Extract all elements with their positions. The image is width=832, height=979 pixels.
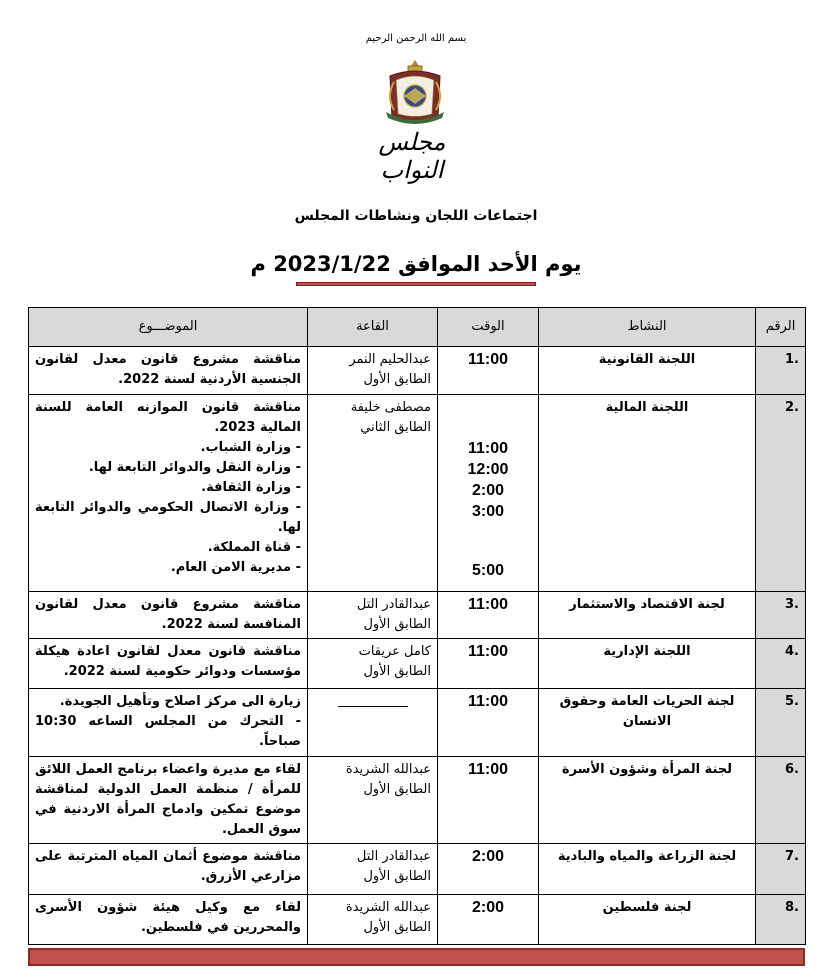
time-item xyxy=(444,523,532,561)
table-row xyxy=(29,895,806,945)
time-item: 3:00 xyxy=(471,503,505,520)
row-num: .8 xyxy=(756,895,806,945)
date-underline xyxy=(296,282,536,286)
row-time: 11:00 xyxy=(438,689,539,757)
time-item: 5:00 xyxy=(471,562,505,579)
list-item: - وزارة النقل والدوائر التابعة لها. xyxy=(88,460,301,475)
header-activity: النشاط xyxy=(539,308,756,347)
row-hall xyxy=(308,895,438,945)
table-row xyxy=(29,757,806,844)
row-activity: لجنة فلسطين xyxy=(539,895,756,945)
row-time: 11:00 xyxy=(438,347,539,395)
hall-floor: الطابق الأول xyxy=(363,782,431,797)
row-time: 11:00 xyxy=(438,592,539,639)
council-name: مجلس النواب xyxy=(378,128,446,184)
header-hall: القاعة xyxy=(308,308,438,347)
table-header-row xyxy=(29,308,806,347)
list-item: - وزارة الاتصال الحكومي والدوائر التابعة لها. xyxy=(35,500,301,535)
row-activity: لجنة الاقتصاد والاستثمار xyxy=(539,592,756,639)
table-row xyxy=(29,395,806,592)
table-row xyxy=(29,347,806,395)
hall-floor: الطابق الأول xyxy=(363,372,431,387)
row-hall xyxy=(308,689,438,757)
hall-floor: الطابق الأول xyxy=(363,664,431,679)
schedule-table xyxy=(28,307,806,945)
row-time: 2:00 xyxy=(438,895,539,945)
time-item: 11:00 xyxy=(467,440,509,457)
subject-text: مناقشة قانون الموازنه العامة للسنة المالية 2023. xyxy=(35,400,301,435)
hall-name: عبدالقادر التل xyxy=(356,849,431,864)
row-activity: لجنة الزراعة والمياه والبادية xyxy=(539,844,756,895)
header-time: الوقت xyxy=(438,308,539,347)
row-num: .6 xyxy=(756,757,806,844)
jordan-coat-of-arms-icon xyxy=(380,58,450,126)
row-num: .3 xyxy=(756,592,806,639)
header-num: الرقم xyxy=(756,308,806,347)
row-time: 2:00 xyxy=(438,844,539,895)
hall-name: عبدالله الشريدة xyxy=(345,900,431,915)
table-row xyxy=(29,844,806,895)
row-hall xyxy=(308,639,438,689)
table-row xyxy=(29,639,806,689)
row-subject xyxy=(29,689,308,757)
row-subject xyxy=(29,395,308,592)
list-item: - مديرية الامن العام. xyxy=(170,560,301,575)
hall-floor: الطابق الأول xyxy=(363,920,431,935)
list-item: - قناة المملكة. xyxy=(207,540,301,555)
basmala: بسم الله الرحمن الرحيم xyxy=(365,33,467,44)
hall-floor: الطابق الثاني xyxy=(360,420,431,435)
row-num: .4 xyxy=(756,639,806,689)
row-subject: مناقشة قانون معدل لقانون اعادة هيكلة مؤسسات ودوائر حكومية لسنة 2022. xyxy=(29,639,308,689)
page-title: اجتماعات اللجان ونشاطات المجلس xyxy=(294,208,538,224)
hall-floor: الطابق الأول xyxy=(363,869,431,884)
row-hall xyxy=(308,347,438,395)
row-num: .2 xyxy=(756,395,806,592)
hall-name: عبدالحليم النمر xyxy=(349,352,431,367)
footer-bar xyxy=(28,948,805,966)
row-subject: لقاء مع مديرة واعضاء برنامج العمل اللائق للمرأة / منظمة العمل الدولية لمناقشة موضوع تمكين وادماج المرأة الاردنية في سوق العمل. xyxy=(29,757,308,844)
no-hall-divider xyxy=(338,706,408,707)
hall-floor: الطابق الأول xyxy=(363,617,431,632)
row-subject: مناقشة مشروع قانون معدل لقانون الجنسية الأردنية لسنة 2022. xyxy=(29,347,308,395)
list-item: - وزارة الشباب. xyxy=(200,440,301,455)
subject-points xyxy=(35,438,301,578)
list-item: - وزارة الثقافة. xyxy=(201,480,301,495)
row-hall xyxy=(308,592,438,639)
hall-name: عبدالله الشريدة xyxy=(345,762,431,777)
row-activity: لجنة الحريات العامة وحقوق الانسان xyxy=(539,689,756,757)
row-time: 11:00 xyxy=(438,757,539,844)
row-num: .5 xyxy=(756,689,806,757)
row-num: .1 xyxy=(756,347,806,395)
row-hall xyxy=(308,395,438,592)
row-time xyxy=(438,395,539,592)
row-subject: مناقشة موضوع أثمان المياه المترتبة على مزارعي الأزرق. xyxy=(29,844,308,895)
time-item: 12:00 xyxy=(467,461,509,478)
hall-name: مصطفى خليفة xyxy=(350,400,431,415)
time-item: 2:00 xyxy=(471,482,505,499)
table-row xyxy=(29,689,806,757)
row-subject: لقاء مع وكيل هيئة شؤون الأسرى والمحررين في فلسطين. xyxy=(29,895,308,945)
header-subject: الموضـــوع xyxy=(29,308,308,347)
subject-note: - التحرك من المجلس الساعه 10:30 صباحاً. xyxy=(35,714,301,749)
hall-name: عبدالقادر التل xyxy=(356,597,431,612)
table-row xyxy=(29,592,806,639)
row-time: 11:00 xyxy=(438,639,539,689)
subject-text: زيارة الى مركز اصلاح وتأهيل الجويدة. xyxy=(59,694,301,709)
hall-name: كامل عريقات xyxy=(358,644,431,659)
page-date: يوم الأحد الموافق 2023/1/22 م xyxy=(250,252,582,276)
row-activity: اللجنة الإدارية xyxy=(539,639,756,689)
row-activity: لجنة المرأة وشؤون الأسرة xyxy=(539,757,756,844)
row-activity: اللجنة المالية xyxy=(539,395,756,592)
row-num: .7 xyxy=(756,844,806,895)
row-hall xyxy=(308,757,438,844)
row-activity: اللجنة القانونية xyxy=(539,347,756,395)
row-subject: مناقشة مشروع قانون معدل لقانون المنافسة لسنة 2022. xyxy=(29,592,308,639)
row-hall xyxy=(308,844,438,895)
